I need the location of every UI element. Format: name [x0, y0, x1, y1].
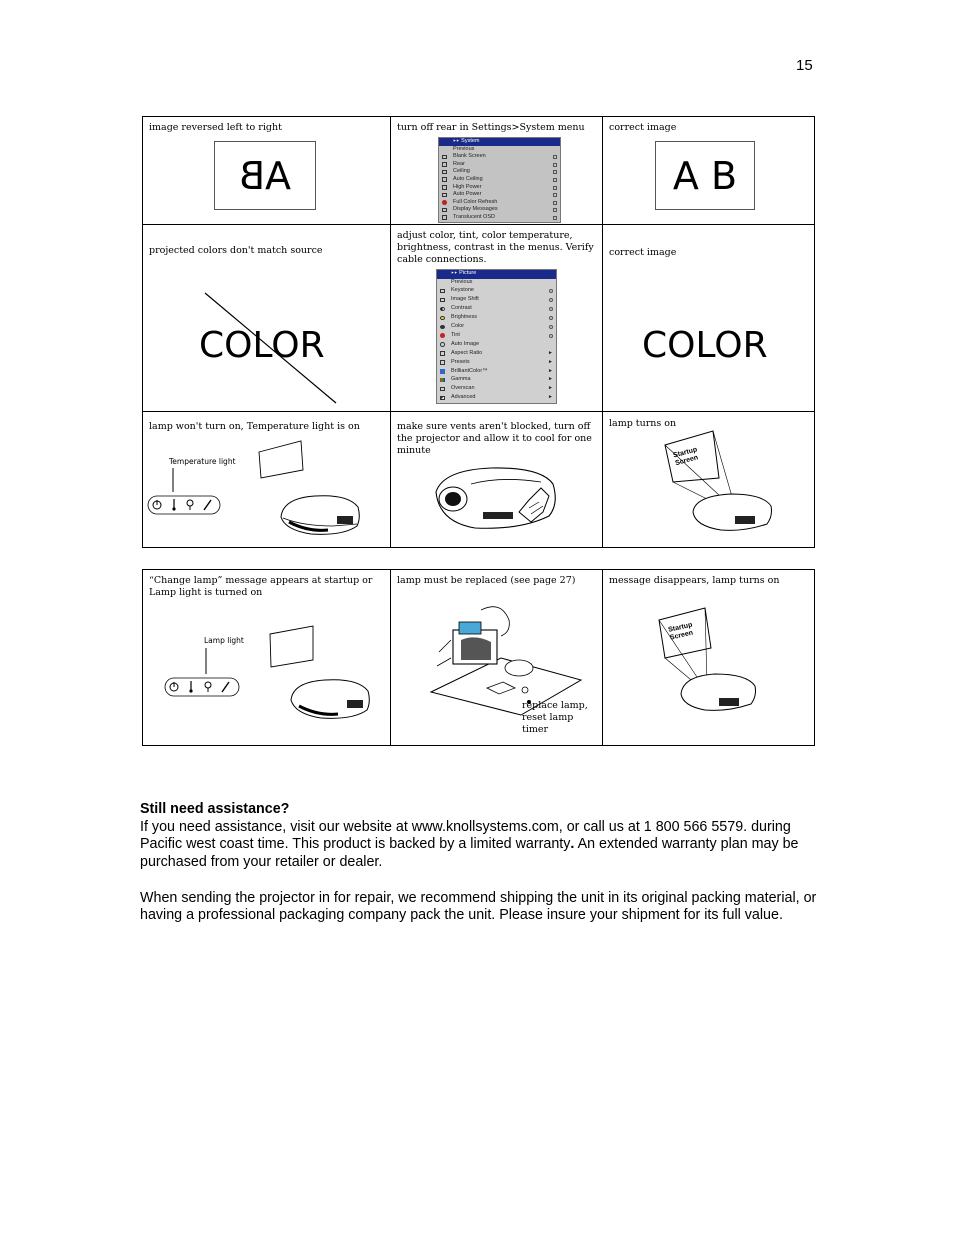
menu-item: ▸▸ System — [439, 138, 560, 146]
cell-problem-colors — [143, 225, 391, 412]
menu-item[interactable]: Contrast — [437, 305, 556, 314]
startup-screen-text: Startup Screen — [667, 621, 694, 642]
cell-solution-rear — [391, 117, 603, 225]
solution-label: turn off rear in Settings>System menu — [397, 122, 585, 133]
assistance-paragraph-2: When sending the projector in for repair, we recommend shipping the unit in its original packing material, or having a professional packaging company pack the unit. Please insure your shipment for its full value. — [140, 889, 817, 924]
troubleshooting-table-1 — [142, 116, 815, 548]
solution-label: make sure vents aren't blocked, turn off the projector and allow it to cool for one minute — [397, 421, 592, 456]
result-label: lamp turns on — [609, 418, 677, 429]
result-label: message disappears, lamp turns on — [609, 575, 780, 586]
projector-vents-illustration — [391, 412, 603, 548]
cell-result-message-disappears — [603, 570, 815, 746]
menu-item[interactable]: Translucent OSD — [439, 214, 560, 222]
menu-item[interactable]: Ceiling — [439, 168, 560, 176]
menu-item[interactable]: Display Messages — [439, 206, 560, 214]
menu-item[interactable]: Auto Ceiling — [439, 176, 560, 184]
assistance-text-b: An extended warranty plan may be purchased from your retailer or dealer. — [140, 836, 799, 871]
menu-item[interactable]: Tint — [437, 332, 556, 341]
assistance-paragraph-1 — [140, 819, 820, 872]
result-label: correct image — [609, 247, 677, 258]
menu-item[interactable]: Keystone — [437, 287, 556, 296]
cell-result-lamp-on — [603, 412, 815, 548]
correct-image-text: A B — [672, 154, 738, 198]
lamp-light-label: Lamp light — [204, 636, 244, 645]
cell-result-correct — [603, 117, 815, 225]
result-label: correct image — [609, 122, 677, 133]
cell-problem-lamp-temp — [143, 412, 391, 548]
cell-result-correct-color — [603, 225, 815, 412]
assistance-section — [140, 801, 820, 925]
projector-on-illustration — [603, 412, 815, 548]
cell-problem-change-lamp — [143, 570, 391, 746]
solution-label: adjust color, tint, color temperature, brightness, contrast in the menus. Verify cable connections. — [397, 230, 594, 265]
menu-item[interactable]: Aspect Ratio ► — [437, 350, 556, 359]
menu-item[interactable]: Overscan ► — [437, 385, 556, 394]
problem-label: lamp won't turn on, Temperature light is on — [149, 421, 360, 432]
menu-item[interactable]: Auto Power — [439, 191, 560, 199]
projector-status-illustration — [143, 412, 391, 548]
system-menu — [438, 137, 561, 223]
assistance-dot: . — [570, 836, 575, 853]
menu-item[interactable]: Rear — [439, 161, 560, 169]
startup-screen-text: Startup Screen — [672, 446, 699, 468]
assistance-heading: Still need assistance? — [140, 801, 290, 817]
cell-solution-vents — [391, 412, 603, 548]
menu-item[interactable]: Gamma ► — [437, 376, 556, 385]
cell-solution-replace-lamp — [391, 570, 603, 746]
menu-item: ▸▸ Picture — [437, 270, 556, 279]
menu-item[interactable]: Color — [437, 323, 556, 332]
projector-startup-illustration — [603, 570, 815, 746]
reversed-image-box — [214, 141, 316, 210]
menu-item[interactable]: Previous — [453, 145, 475, 152]
menu-item[interactable]: BrilliantColor™ ► — [437, 368, 556, 377]
menu-item[interactable]: Advanced ► — [437, 394, 556, 403]
replace-lamp-note: replace lamp, reset lamp timer — [522, 700, 588, 735]
lamp-light-illustration — [143, 570, 391, 746]
correct-image-box — [655, 141, 755, 210]
troubleshooting-table-2 — [142, 569, 815, 746]
color-text-mismatched: COLOR — [199, 325, 325, 366]
menu-item[interactable]: Blank Screen — [439, 153, 560, 161]
problem-label: “Change lamp” message appears at startup or Lamp light is turned on — [149, 575, 373, 598]
solution-label: lamp must be replaced (see page 27) — [397, 575, 576, 586]
menu-item[interactable]: Presets ► — [437, 359, 556, 368]
menu-item[interactable]: Image Shift — [437, 296, 556, 305]
menu-item[interactable]: Brightness — [437, 314, 556, 323]
menu-item[interactable]: Full Color Refresh — [439, 199, 560, 207]
reversed-image-text: BA — [238, 154, 292, 198]
cell-problem-reversed — [143, 117, 391, 225]
menu-item[interactable]: High Power — [439, 184, 560, 192]
diagonal-strike-icon — [143, 225, 391, 412]
color-text-correct: COLOR — [642, 325, 768, 366]
page-number: 15 — [796, 57, 813, 74]
menu-item[interactable]: Auto Image — [437, 341, 556, 350]
problem-label: projected colors don't match source — [149, 245, 323, 256]
menu-item[interactable]: Previous — [451, 278, 473, 285]
assistance-text-a: If you need assistance, visit our website at www.knollsystems.com, or call us at 1 800 566 5579. during Pacific west coast time. This product is backed by a limited warranty — [140, 818, 791, 853]
temperature-light-label: Temperature light — [169, 457, 236, 466]
picture-menu — [436, 269, 557, 404]
problem-label: image reversed left to right — [149, 122, 282, 133]
cell-solution-adjust — [391, 225, 603, 412]
